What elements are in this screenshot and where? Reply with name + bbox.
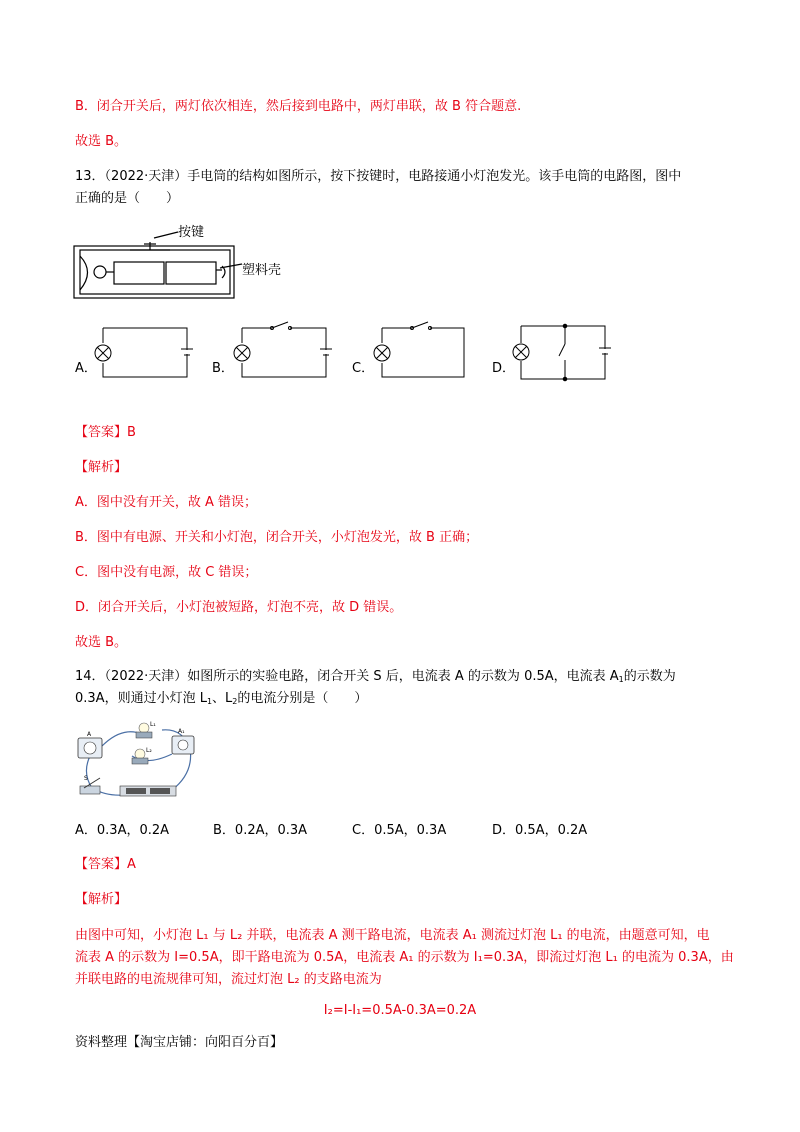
svg-text:L₁: L₁ (150, 721, 156, 728)
q13-option-d-label: D． (492, 361, 516, 376)
q14-option-b: B．0.2A，0.3A (213, 823, 308, 838)
q13-option-a-label: A． (75, 361, 97, 376)
q13-circuit-b (232, 320, 332, 380)
q13-circuit-a (93, 325, 193, 380)
q13-analysis-b: B．图中有电源、开关和小灯泡，闭合开关，小灯泡发光，故 B 正确； (75, 530, 479, 545)
q14-answer: 【答案】A (75, 857, 136, 872)
q13-option-c-label: C． (352, 361, 375, 376)
q13-stem-line2: 正确的是（ ） (75, 191, 180, 206)
q14-analysis-line3: 并联电路的电流规律可知，流过灯泡 L₂ 的支路电流为 (75, 972, 382, 987)
flashlight-figure (70, 220, 310, 305)
svg-text:L₂: L₂ (146, 747, 152, 754)
q13-stem-line1: 13．（2022·天津）手电筒的结构如图所示，按下按键时，电路接通小灯泡发光。该手电筒的电路图，图中 (75, 169, 682, 184)
q13-circuit-c (372, 320, 472, 380)
q12-option-b: B．闭合开关后，两灯依次相连，然后接到电路中，两灯串联，故 B 符合题意. (75, 99, 522, 114)
svg-text:A: A (87, 731, 92, 738)
q14-analysis-line2: 流表 A 的示数为 I=0.5A，即干路电流为 0.5A，电流表 A₁ 的示数为 I₁=0.3A，即流过灯泡 L₁ 的电流为 0.3A，由 (75, 950, 734, 965)
q14-circuit-figure (72, 718, 200, 806)
q13-analysis-a: A．图中没有开关，故 A 错误； (75, 495, 258, 510)
svg-text:S: S (84, 775, 88, 782)
svg-text:A₁: A₁ (178, 728, 185, 735)
q14-option-a: A．0.3A，0.2A (75, 823, 170, 838)
q14-analysis-title: 【解析】 (75, 892, 128, 907)
q14-analysis-line1: 由图中可知，小灯泡 L₁ 与 L₂ 并联，电流表 A 测干路电流，电流表 A₁ 测流过灯泡 L₁ 的电流，由题意可知，电 (75, 928, 710, 943)
shell-label: 塑料壳 (242, 263, 282, 278)
q13-conclusion: 故选 B。 (75, 635, 128, 650)
footer: 资料整理【淘宝店铺：向阳百分百】 (75, 1035, 284, 1050)
q13-analysis-d: D．闭合开关后，小灯泡被短路，灯泡不亮，故 D 错误。 (75, 600, 403, 615)
q14-stem-line2: 0.3A，则通过小灯泡 $L_1$、$L_2$的电流分别是（ ） (75, 691, 368, 706)
q13-answer: 【答案】B (75, 425, 136, 440)
q14-option-c: C．0.5A，0.3A (352, 823, 447, 838)
q14-stem-line1: 14．（2022·天津）如图所示的实验电路，闭合开关 S 后，电流表 A 的示数为 0.5A，电流表 $A_1$的示数为 (75, 669, 676, 684)
q13-analysis-c: C．图中没有电源，故 C 错误； (75, 565, 258, 580)
button-label: 按键 (178, 225, 205, 240)
q14-formula: I₂=I-I₁=0.5A-0.3A=0.2A (323, 1003, 477, 1018)
q13-option-b-label: B． (212, 361, 234, 376)
q14-option-d: D．0.5A，0.2A (492, 823, 588, 838)
q12-conclusion: 故选 B。 (75, 134, 128, 149)
q13-analysis-title: 【解析】 (75, 460, 128, 475)
q13-circuit-d (511, 322, 611, 382)
